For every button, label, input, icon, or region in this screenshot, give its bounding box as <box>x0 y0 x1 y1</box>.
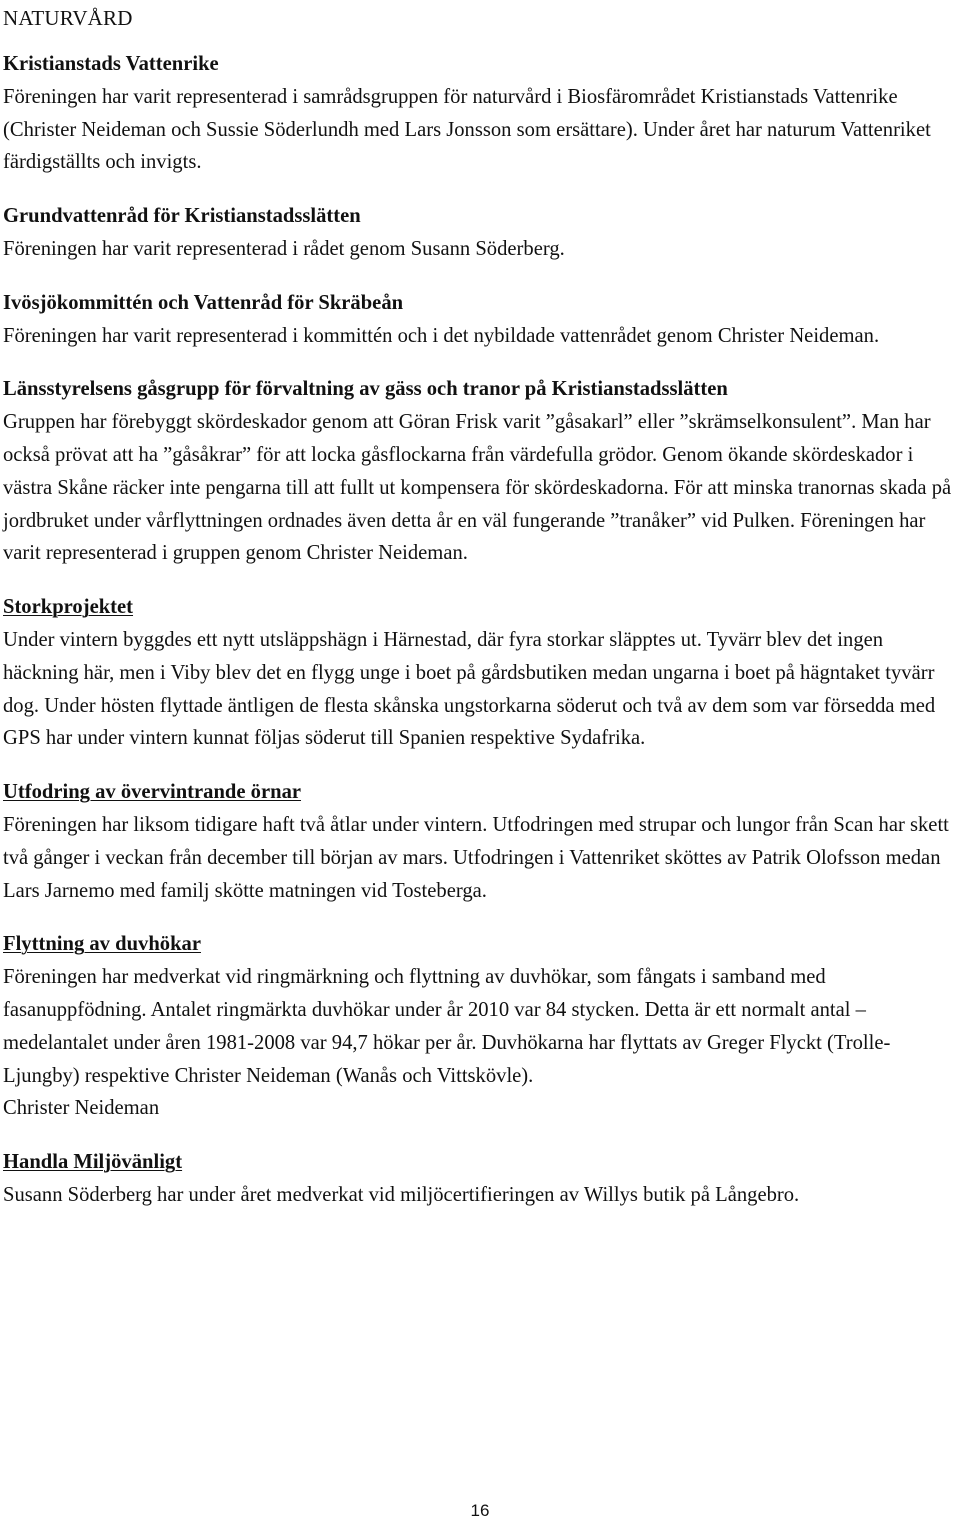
section-body: Susann Söderberg har under året medverkat vid miljöcertifieringen av Willys butik på Långebro. <box>3 1183 800 1206</box>
section-heading: Handla Miljövänligt <box>3 1151 183 1174</box>
section-storkprojektet <box>3 591 955 755</box>
section-ivosjokommitten <box>3 287 955 353</box>
section-heading: Länsstyrelsens gåsgrupp för förvaltning av gäss och tranor på Kristianstadsslätten <box>3 378 728 401</box>
section-grundvattenrad <box>3 200 955 266</box>
section-kristianstads-vattenrike <box>3 48 955 179</box>
section-body: Föreningen har varit representerad i rådet genom Susann Söderberg. <box>3 237 565 260</box>
author-signature: Christer Neideman <box>3 1097 160 1120</box>
section-heading: Utfodring av övervintrande örnar <box>3 781 302 804</box>
section-duvhokar <box>3 928 955 1125</box>
section-body: Föreningen har liksom tidigare haft två åtlar under vintern. Utfodringen med strupar och lungor från Scan har skett två gånger i veckan från december till början av mars. Utfodringen i Vattenriket sköttes av Patrik Olofsson medan Lars Jarnemo med familj skötte matningen vid Tosteberga. <box>3 813 949 902</box>
section-heading: Ivösjökommittén och Vattenråd för Skräbeån <box>3 291 404 314</box>
document-content <box>3 4 955 1233</box>
page-number: 16 <box>470 1501 490 1520</box>
section-body: Under vintern byggdes ett nytt utsläppshägn i Härnestad, där fyra storkar släpptes ut. Tyvärr blev det ingen häckning här, men i Viby blev det en flygg unge i boet på gårdsbutiken medan ungarna i boet på hägntaket tyvärr dog. Under hösten flyttade äntligen de flesta skånska ungstorkarna söderut och två av dem som var försedda med GPS har under vintern kunnat följas söderut till Spanien respektive Sydafrika. <box>3 628 936 750</box>
section-heading: Kristianstads Vattenrike <box>3 53 219 75</box>
section-heading: Storkprojektet <box>3 596 134 619</box>
section-body: Föreningen har varit representerad i kommittén och i det nybildade vattenrådet genom Christer Neideman. <box>3 324 880 347</box>
section-utfodring <box>3 776 955 907</box>
section-heading: Flyttning av duvhökar <box>3 933 201 956</box>
section-handla-miljovanligt <box>3 1146 955 1212</box>
section-body: Föreningen har varit representerad i samrådsgruppen för naturvård i Biosfärområdet Kristianstads Vattenrike (Christer Neideman och Sussie Söderlundh med Lars Jonsson som ersättare). Under året har naturum Vattenriket färdigställts och invigts. <box>3 85 931 174</box>
section-gasgrupp <box>3 373 955 570</box>
section-body: Föreningen har medverkat vid ringmärkning och flyttning av duvhökar, som fångats i samband med fasanuppfödning. Antalet ringmärkta duvhökar under år 2010 var 84 stycken. Detta är ett normalt antal – medelantalet under åren 1981-2008 var 94,7 hökar per år. Duvhökarna har flyttats av Greger Flyckt (Trolle-Ljungby) respektive Christer Neideman (Wanås och Vittskövle). <box>3 966 891 1087</box>
document-title: NATURVÅRD <box>3 6 133 30</box>
section-heading: Grundvattenråd för Kristianstadsslätten <box>3 205 361 228</box>
section-body: Gruppen har förebyggt skördeskador genom att Göran Frisk varit ”gåsakarl” eller ”skrämselkonsulent”. Man har också prövat att ha ”gåsåkrar” för att locka gåsflockarna från värdefulla grödor. Genom ökande skördeskador i västra Skåne räcker inte pengarna till att fullt ut kompensera för skördeskadorna. För att minska tranornas skada på jordbruket under vårflyttningen ordnades även detta år en väl fungerande ”tranåker” vid Pulken. Föreningen har varit representerad i gruppen genom Christer Neideman. <box>3 411 952 565</box>
